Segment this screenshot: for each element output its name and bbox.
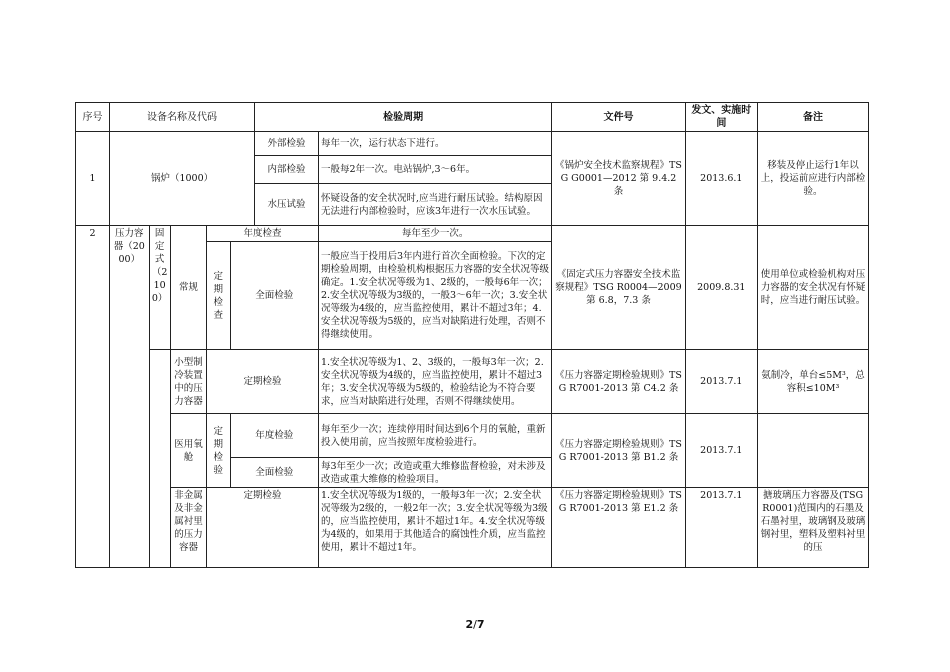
row2-normal-periodic-label: 定期检查 bbox=[207, 242, 230, 350]
page-separator: / bbox=[473, 618, 477, 631]
row2-subcategory: 固定式（2100） bbox=[149, 226, 170, 350]
row2-oxygen-date: 2013.7.1 bbox=[685, 414, 757, 488]
row1-device: 锅炉（1000） bbox=[110, 132, 255, 226]
row1-seq: 1 bbox=[76, 132, 110, 226]
row2-nonmetal-text: 1.安全状况等级为1级的，一般每3年一次；2.安全状况等级为2级的，一般2年一次；3.安全状况等级为3级的，应当监控使用，累计不超过1年。4.安全状况等级为4级的，如果用于其他适合的腐蚀性介质，应当监控使用，累计不超过1年。 bbox=[318, 488, 551, 568]
row2-normal-annual-text: 每年至少一次。 bbox=[318, 226, 551, 242]
row2-seq: 2 bbox=[76, 226, 110, 568]
row2-oxygen-annual-label: 年度检验 bbox=[230, 414, 318, 458]
row2-oxygen-doc: 《压力容器定期检验规则》TSG R7001-2013 第 B1.2 条 bbox=[552, 414, 685, 488]
row2-normal-date: 2009.8.31 bbox=[685, 226, 757, 350]
row2-oxygen-periodic-label: 定期检验 bbox=[207, 414, 230, 488]
row2-nonmetal-note: 搪玻璃压力容器及(TSG R0001)范围内的石墨及石墨衬里，玻璃钢及玻璃钢衬里，塑料及塑料衬里的压 bbox=[758, 488, 869, 568]
table-row bbox=[76, 488, 869, 568]
row2-nonmetal-period-label: 定期检验 bbox=[207, 488, 319, 568]
row2-refrig-doc: 《压力容器定期检验规则》TSG R7001-2013 第 C4.2 条 bbox=[552, 350, 685, 414]
row2-refrig-period-label: 定期检验 bbox=[207, 350, 319, 414]
header-period: 检验周期 bbox=[255, 103, 552, 132]
header-doc: 文件号 bbox=[552, 103, 685, 132]
row1-item-text: 一般每2年一次。电站锅炉,3～6年。 bbox=[318, 156, 551, 184]
row1-doc: 《锅炉安全技术监察规程》TSG G0001—2012 第 9.4.2 条 bbox=[552, 132, 685, 226]
row2-nonmetal-label: 非金属及非金属衬里的压力容器 bbox=[170, 488, 206, 568]
row1-date: 2013.6.1 bbox=[685, 132, 757, 226]
page-current: 2 bbox=[465, 618, 474, 631]
row2-sub-empty bbox=[149, 350, 170, 568]
row2-normal-annual-label: 年度检查 bbox=[207, 226, 319, 242]
row2-refrig-note: 氨制冷，单台≤5M³，总容积≤10M³ bbox=[758, 350, 869, 414]
row2-nonmetal-doc: 《压力容器定期检验规则》TSG R7001-2013 第 E1.2 条 bbox=[552, 488, 685, 568]
row2-refrig-text: 1.安全状况等级为1、2、3级的，一般每3年一次；2.安全状况等级为4级的，应当监控使用，累计不超过3年；3.安全状况等级为5级的，检验结论为不符合要求，应当对缺陷进行处理，否则不得继续使用。 bbox=[318, 350, 551, 414]
row2-oxygen-full-label: 全面检验 bbox=[230, 458, 318, 488]
row1-item-text: 怀疑设备的安全状况时,应当进行耐压试验。结构原因无法进行内部检验时，应该3年进行一次水压试验。 bbox=[318, 184, 551, 226]
row2-oxygen-label: 医用氧舱 bbox=[170, 414, 206, 488]
row2-normal-full-label: 全面检验 bbox=[230, 242, 318, 350]
table-header-row bbox=[76, 103, 869, 132]
header-seq: 序号 bbox=[76, 103, 110, 132]
row2-normal-doc: 《固定式压力容器安全技术监察规程》TSG R0004—2009 第 6.8，7.3 条 bbox=[552, 226, 685, 350]
row1-item-text: 每年一次，运行状态下进行。 bbox=[318, 132, 551, 156]
row2-normal-note: 使用单位或检验机构对压力容器的安全状况有怀疑时，应当进行耐压试验。 bbox=[758, 226, 869, 350]
row2-oxygen-note bbox=[758, 414, 869, 488]
row1-item-label: 水压试验 bbox=[255, 184, 319, 226]
header-note: 备注 bbox=[758, 103, 869, 132]
page-total: 7 bbox=[476, 618, 485, 631]
row1-note: 移装及停止运行1年以上，投运前应进行内部检验。 bbox=[758, 132, 869, 226]
row2-normal-full-text: 一般应当于投用后3年内进行首次全面检验。下次的定期检验周期，由检验机构根据压力容器的安全状况等级确定。1.安全状况等级为1、2级的，一般每6年一次；2.安全状况等级为3级的，一般3～6年一次；3.安全状况等级为4级的，应当监控使用，累计不超过3年；4.安全状况等级为5级的，应当对缺陷进行处理，否则不得继续使用。 bbox=[318, 242, 551, 350]
row2-normal-label: 常规 bbox=[170, 226, 206, 350]
row2-category: 压力容器（2000） bbox=[110, 226, 149, 568]
row1-item-label: 内部检验 bbox=[255, 156, 319, 184]
header-device: 设备名称及代码 bbox=[110, 103, 255, 132]
row2-refrig-label: 小型制冷装置中的压力容器 bbox=[170, 350, 206, 414]
row1-item-label: 外部检验 bbox=[255, 132, 319, 156]
table-row bbox=[76, 350, 869, 414]
header-date: 发文、实施时间 bbox=[685, 103, 757, 132]
table-row bbox=[76, 414, 869, 458]
table-row bbox=[76, 132, 869, 156]
row2-oxygen-full-text: 每3年至少一次；改造或重大维修监督检验，对未涉及改造或重大维修的检验项目。 bbox=[318, 458, 551, 488]
table-row bbox=[76, 226, 869, 242]
row2-refrig-date: 2013.7.1 bbox=[685, 350, 757, 414]
row2-oxygen-annual-text: 每年至少一次；连续停用时间达到6个月的氧舱，重新投入使用前，应当按照年度检验进行。 bbox=[318, 414, 551, 458]
page-number bbox=[0, 618, 950, 631]
row2-nonmetal-date: 2013.7.1 bbox=[685, 488, 757, 568]
inspection-period-table bbox=[75, 102, 869, 568]
